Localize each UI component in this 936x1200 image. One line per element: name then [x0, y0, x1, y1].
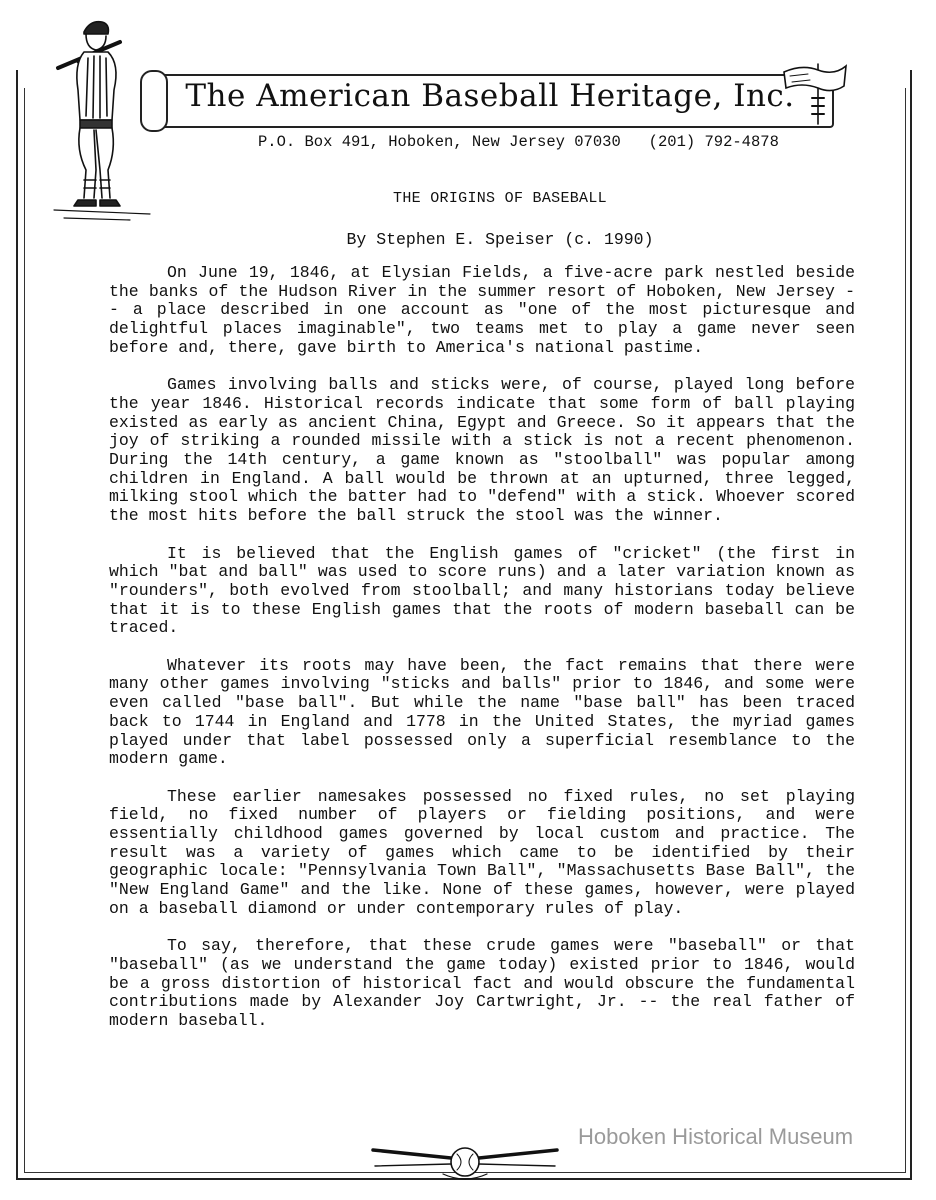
paragraph: On June 19, 1846, at Elysian Fields, a five-acre park nestled beside the banks of the Hudson River in the summer resort of Hoboken, New Jersey -- a place described in one account as "one of the most picturesque and delightful places imaginable", two teams met to play a game never seen before and, there, gave birth to America's national pastime.	[109, 263, 855, 357]
museum-watermark: Hoboken Historical Museum	[578, 1124, 854, 1149]
paragraph: Whatever its roots may have been, the fact remains that there were many other games involving "sticks and balls" prior to 1846, and some were even called "base ball". But while the name "base ball" has been traced back to 1744 in England and 1778 in the United States, the myriad games played under that label possessed only a superficial resemblance to the modern game.	[109, 655, 855, 769]
phone-number: (201) 792-4878	[648, 133, 779, 151]
article-body	[109, 264, 855, 1031]
banner-scroll-end	[140, 70, 168, 132]
paragraph: To say, therefore, that these crude games were "baseball" or that "baseball" (as we understand the game today) existed prior to 1846, would be a gross distortion of historical fact and would obscure the fundamental contributions made by Alexander Joy Cartwright, Jr. -- the real father of modern baseball.	[109, 936, 855, 1031]
crossed-bats-ornament-icon	[365, 1136, 565, 1186]
letterhead-contact	[258, 133, 898, 151]
paragraph: These earlier namesakes possessed no fixed rules, no set playing field, no fixed number of players or fielding positions, and were essentially childhood games governed by local custom and practice. The result was a variety of games which came to be identified by their geographic locale: "Pennsylvania Town Ball", "Massachusetts Base Ball", the "New England Game" and the like. None of these games, however, were played on a baseball diamond or under contemporary rules of play.	[109, 786, 855, 918]
company-name: The American Baseball Heritage, Inc.	[185, 78, 795, 114]
document-byline: By Stephen E. Speiser (c. 1990)	[346, 230, 654, 249]
document-title: THE ORIGINS OF BASEBALL	[393, 190, 607, 207]
paragraph: It is believed that the English games of "cricket" (the first in which "bat and ball" was used to score runs) and a later variation known as "rounders", both evolved from stoolball; and many historians today believe that it is to these English games that the roots of modern baseball can be traced.	[109, 543, 855, 638]
postal-address: P.O. Box 491, Hoboken, New Jersey 07030	[258, 133, 621, 151]
paragraph: Games involving balls and sticks were, of course, played long before the year 1846. Historical records indicate that some form of ball playing existed as early as ancient China, Egypt and Greece. So it appears that the joy of striking a rounded missile with a stick is not a recent phenomenon. During the 14th century, a game known as "stoolball" was popular among children in England. A ball would be thrown at an upturned, three legged, milking stool which the batter had to "defend" with a stick. Whoever scored the most hits before the ball struck the stool was the winner.	[109, 375, 855, 526]
